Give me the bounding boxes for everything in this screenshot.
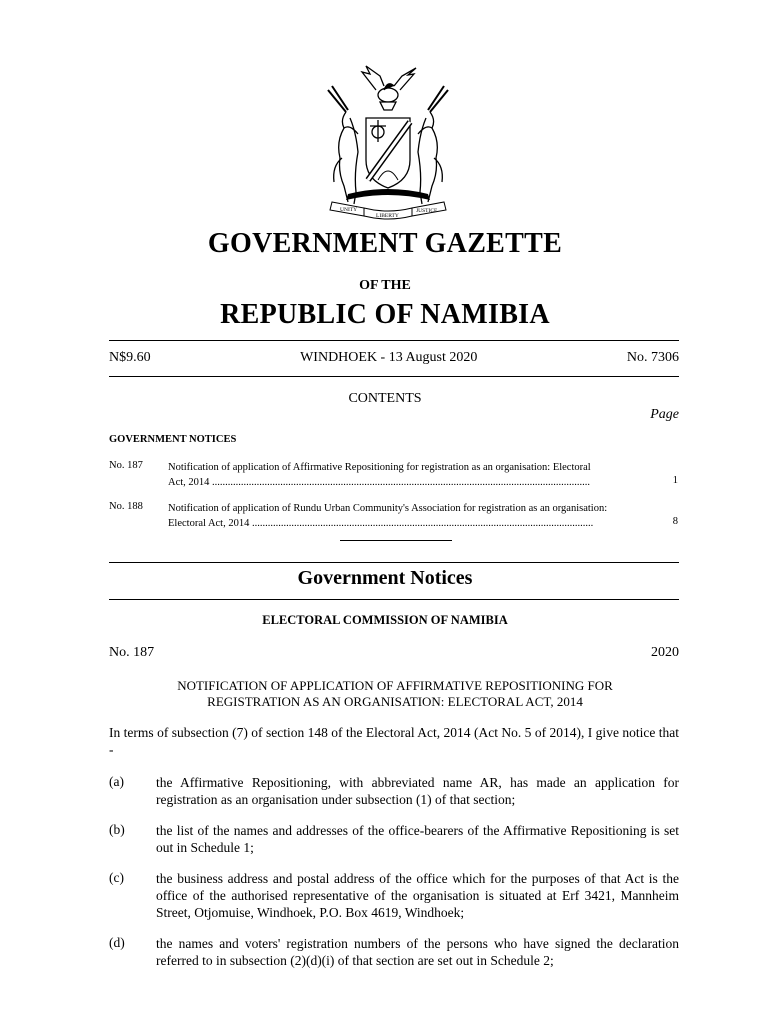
toc-entry-description[interactable] [168,501,638,531]
motto-justice: JUSTICE [416,208,438,214]
item-label: (a) [109,774,124,789]
item-text: the names and voters' registration numbers of the persons who have signed the declaration referred to in subsection (2)(d)(i) of that section are set out in Schedule 2; [156,936,679,968]
namibia-coat-of-arms-icon [318,62,458,220]
notice-year: 2020 [651,645,679,660]
contents-group-heading: GOVERNMENT NOTICES [109,434,237,445]
item-text: the Affirmative Repositioning, with abbreviated name AR, has made an application for registration as an organisation under subsection (1) of that section; [156,775,679,807]
notice-title-line: REGISTRATION AS AN ORGANISATION: ELECTORAL ACT, 2014 [207,694,583,709]
item-text: the list of the names and addresses of the office-bearers of the Affirmative Repositioning is set out in Schedule 1; [156,823,679,855]
masthead-bottom-rule [109,376,679,377]
place-date: WINDHOEK - 13 August 2020 [300,350,478,365]
toc-entry-description[interactable] [168,460,638,490]
contents-end-rule [340,540,452,541]
toc-entry-number: No. 187 [109,460,143,471]
item-label: (b) [109,822,125,837]
motto-unity: UNITY [340,207,358,213]
page-column-label: Page [650,407,679,422]
toc-entry-number: No. 188 [109,501,143,512]
motto-liberty: LIBERTY [376,213,399,219]
toc-entry-line: Notification of application of Affirmative Repositioning for registration as an organisation: Electoral [168,462,591,473]
section-title: Government Notices [297,567,473,589]
gazette-of-the: OF THE [359,278,411,293]
issue-number: No. 7306 [626,350,679,365]
section-top-rule [109,562,679,563]
section-bottom-rule [109,599,679,600]
intro-paragraph: In terms of subsection (7) of section 148 of the Electoral Act, 2014 (Act No. 5 of 2014), I give notice that - [109,725,679,757]
notice-title [140,678,650,710]
masthead-meta-row [109,350,679,366]
masthead-top-rule [109,340,679,341]
toc-entry-page: 8 [672,516,678,527]
contents-heading: CONTENTS [348,391,422,406]
gazette-country: REPUBLIC OF NAMIBIA [220,299,550,330]
issuer-heading: ELECTORAL COMMISSION OF NAMIBIA [262,613,508,627]
gazette-title: GOVERNMENT GAZETTE [207,228,563,259]
item-text: the business address and postal address of the office which for the purposes of that Act is the office of the authorised representative of the organisation is situated at Erf 3421, Mannheim Street, Otjomuise, Windhoek, P.O. Box 4619, Windhoek; [156,871,679,920]
item-label: (c) [109,870,124,885]
notice-number: No. 187 [109,645,155,660]
toc-entry-line: Act, 2014 ................................................................................................................................................ [168,477,591,488]
notice-title-line: NOTIFICATION OF APPLICATION OF AFFIRMATIVE REPOSITIONING FOR [177,678,613,693]
toc-entry-line: Electoral Act, 2014 .................................................................................................................................. [168,518,594,529]
toc-entry-line: Notification of application of Rundu Urban Community's Association for registration as an organisation: [168,503,608,514]
toc-entry-page: 1 [672,475,678,486]
item-label: (d) [109,935,125,950]
price: N$9.60 [109,350,151,365]
